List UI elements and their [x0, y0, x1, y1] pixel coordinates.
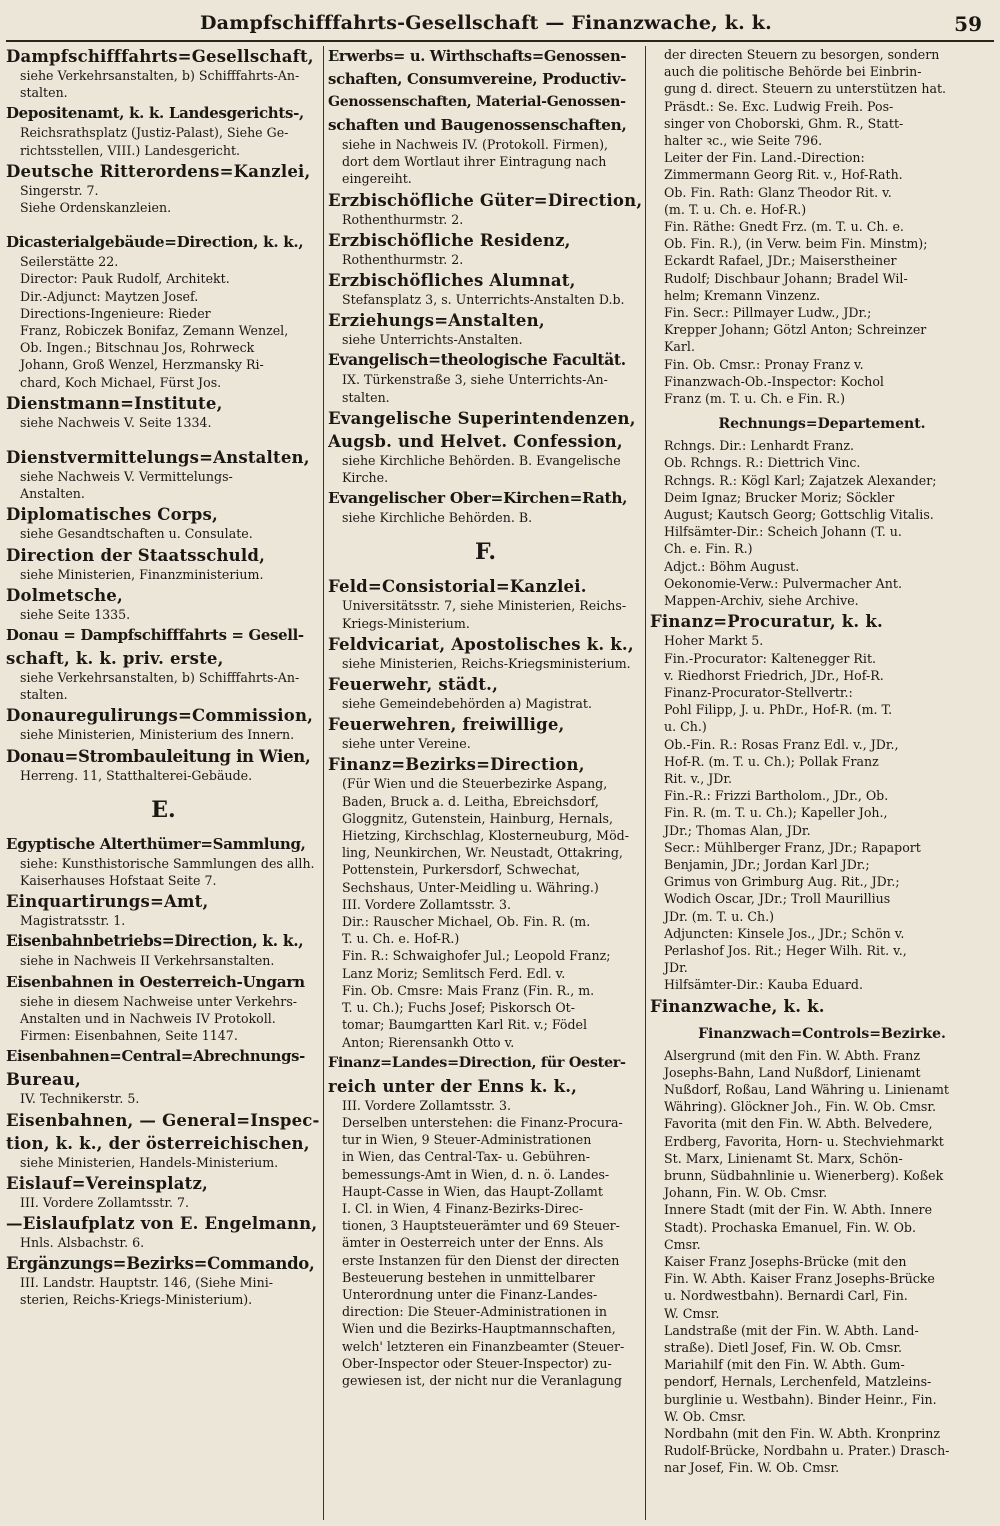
entry-heading: Donauregulirungs=Commission, [6, 706, 314, 726]
entry-line: (Für Wien und die Steuerbezirke Aspang, [342, 776, 608, 792]
directory-entry [328, 310, 643, 348]
entry-line: Fin. Räthe: Gnedt Frz. (m. T. u. Ch. e. [664, 219, 904, 235]
entry-line: Johann, Groß Wenzel, Herzmansky Ri- [20, 357, 264, 373]
entry-line: Sechshaus, Unter-Meidling u. Währing.) [342, 879, 599, 895]
entry-line: IV. Technikerstr. 5. [20, 1091, 140, 1107]
entry-heading: Erwerbs= u. Wirthschafts=Genossen- [328, 48, 627, 65]
directory-entry [6, 648, 321, 703]
entry-line: Gloggnitz, Gutenstein, Hainburg, Hernals, [342, 810, 614, 826]
entry-heading: Finanzwache, k. k. [650, 996, 825, 1016]
entry-heading: schaften, Consumvereine, Productiv- [328, 70, 627, 88]
directory-entry [328, 46, 643, 67]
entry-line: v. Riedhorst Friedrich, JDr., Hof-R. [664, 667, 884, 683]
entry-line: siehe Nachweis V. Seite 1334. [20, 414, 212, 430]
entry-line: siehe in Nachweis IV. (Protokoll. Firmen), [342, 137, 609, 152]
entry-line: Franz, Robiczek Bonifaz, Zemann Wenzel, [20, 323, 289, 339]
entry-line: tomar; Baumgartten Karl Rit. v.; Födel [342, 1017, 588, 1033]
directory-entry [328, 634, 643, 672]
directory-entry [6, 161, 321, 216]
entry-heading: Finanz=Procuratur, k. k. [650, 612, 883, 632]
entry-line: der directen Steuern zu besorgen, sondern [664, 47, 940, 62]
entry-line: Hof-R. (m. T. u. Ch.); Pollak Franz [664, 753, 879, 769]
entry-heading: Direction der Staatsschuld, [6, 545, 266, 565]
spacer [6, 218, 321, 232]
entry-heading: reich unter der Enns k. k., [328, 1076, 578, 1096]
entry-line: auch die politische Behörde bei Einbrin- [664, 64, 922, 80]
entry-line: Pohl Filipp, J. u. PhDr., Hof-R. (m. T. [664, 702, 893, 718]
entry-heading: Genossenschaften, Material-Genossen- [328, 94, 626, 110]
entry-line: Eckardt Rafael, JDr.; Maiserstheiner [664, 253, 897, 269]
entry-line: Benjamin, JDr.; Jordan Karl JDr.; [664, 856, 870, 872]
running-header [0, 6, 1000, 40]
entry-line: Universitätsstr. 7, siehe Ministerien, Reichs- [342, 598, 627, 614]
directory-entry [6, 585, 321, 623]
column-left [6, 46, 321, 1311]
entry-line: Kirche. [342, 470, 389, 486]
column-right [650, 46, 994, 1479]
entry-line: eingereiht. [342, 171, 412, 187]
directory-entry [6, 46, 321, 101]
entry-heading: Dienstvermittelungs=Anstalten, [6, 448, 310, 468]
entry-line: Fin.-Procurator: Kaltenegger Rit. [664, 650, 877, 666]
entry-line: Besteuerung bestehen in unmittelbarer [342, 1269, 595, 1285]
directory-entry [6, 625, 321, 646]
entry-line: Ch. e. Fin. R.) [664, 541, 753, 557]
entry-line: Herreng. 11, Statthalterei-Gebäude. [20, 767, 253, 783]
entry-heading: Evangelischer Ober=Kirchen=Rath, [328, 489, 628, 508]
entry-line: halter ꝛc., wie Seite 796. [664, 133, 823, 149]
entry-line: siehe Gesandtschaften u. Consulate. [20, 526, 253, 542]
entry-line: III. Vordere Zollamtsstr. 3. [342, 896, 512, 912]
entry-line: T. u. Ch.); Fuchs Josef; Piskorsch Ot- [342, 1000, 575, 1016]
entry-heading: Feuerwehren, freiwillige, [328, 715, 565, 735]
entry-line: Hilfsämter-Dir.: Scheich Johann (T. u. [664, 524, 902, 540]
entry-line: (m. T. u. Ch. e. Hof-R.) [664, 201, 807, 217]
entry-heading: Augsb. und Helvet. Confession, [328, 431, 623, 451]
entry-line: Innere Stadt (mit der Fin. W. Abth. Innere [664, 1202, 933, 1218]
entry-line: Fin. R.: Schwaighofer Jul.; Leopold Franz; [342, 948, 611, 964]
entry-line: siehe Kirchliche Behörden. B. Evangelische [342, 452, 621, 468]
entry-heading: Bureau, [6, 1070, 81, 1090]
entry-line: Wien und die Bezirks-Hauptmannschaften, [342, 1321, 616, 1337]
entry-line: straße). Dietl Josef, Fin. W. Ob. Cmsr. [664, 1340, 902, 1356]
entry-line: JDr. [664, 960, 688, 976]
entry-line: Fin. R. (m. T. u. Ch.); Kapeller Joh., [664, 805, 888, 821]
entry-heading: tion, k. k., der österreichischen, [6, 1133, 310, 1153]
entry-line: tionen, 3 Hauptsteuerämter und 69 Steuer- [342, 1218, 620, 1234]
entry-line: tur in Wien, 9 Steuer-Administrationen [342, 1132, 592, 1148]
entry-line: singer von Choborski, Ghm. R., Statt- [664, 115, 904, 131]
entry-line: Secr.: Mühlberger Franz, JDr.; Rapaport [664, 839, 921, 855]
entry-heading: Dienstmann=Institute, [6, 393, 223, 413]
entry-heading: Dolmetsche, [6, 585, 123, 605]
entry-line: stalten. [20, 687, 68, 703]
directory-entry [6, 834, 321, 889]
entry-line: III. Landstr. Hauptstr. 146, (Siehe Mini- [20, 1275, 273, 1291]
directory-entry [328, 69, 643, 90]
entry-heading: schaften und Baugenossenschaften, [328, 116, 627, 134]
entry-line: Dir.: Rauscher Michael, Ob. Fin. R. (m. [342, 914, 591, 930]
directory-entry [328, 230, 643, 268]
entry-line: Firmen: Eisenbahnen, Seite 1147. [20, 1028, 238, 1044]
entry-line: Kaiserhauses Hofstaat Seite 7. [20, 873, 217, 889]
entry-line: siehe Seite 1335. [20, 606, 131, 622]
entry-line: siehe Ministerien, Finanzministerium. [20, 566, 264, 582]
entry-line: siehe Verkehrsanstalten, b) Schifffahrts-An- [20, 670, 300, 686]
entry-line: siehe Nachweis V. Vermittelungs- [20, 469, 233, 485]
entry-line: Ob. Rchngs. R.: Diettrich Vinc. [664, 455, 861, 471]
entry-line: St. Marx, Linienamt St. Marx, Schön- [664, 1150, 903, 1166]
entry-line: welch' letzteren ein Finanzbeamter (Steuer- [342, 1338, 625, 1354]
entry-line: dort dem Wortlaut ihrer Eintragung nach [342, 154, 607, 170]
entry-line: Währing). Glöckner Joh., Fin. W. Ob. Cmsr. [664, 1099, 937, 1115]
entry-line: siehe Verkehrsanstalten, b) Schifffahrts-An- [20, 68, 300, 83]
entry-heading: —Eislaufplatz von E. Engelmann, [6, 1213, 318, 1233]
directory-entry [6, 972, 321, 1045]
running-title: Dampfschifffahrts-Gesellschaft — Finanzwache, k. k. [200, 12, 772, 34]
entry-line: Dir.-Adjunct: Maytzen Josef. [20, 288, 199, 304]
entry-line: Rchngs. Dir.: Lenhardt Franz. [664, 438, 855, 454]
directory-entry [650, 611, 994, 993]
entry-line: burglinie u. Westbahn). Binder Heinr., Fin. [664, 1391, 937, 1407]
entry-line: JDr. (m. T. u. Ch.) [664, 908, 774, 924]
entry-line: Hietzing, Kirchschlag, Klosterneuburg, Möd- [342, 828, 629, 844]
entry-line: Ob. Fin. Rath: Glanz Theodor Rit. v. [664, 184, 892, 200]
entry-heading: Diplomatisches Corps, [6, 505, 218, 525]
entry-line: III. Vordere Zollamtsstr. 7. [20, 1194, 190, 1210]
directory-entry [6, 1173, 321, 1211]
entry-line: siehe unter Vereine. [342, 736, 471, 752]
header-rule [6, 40, 994, 42]
entry-line: Nordbahn (mit den Fin. W. Abth. Kronprinz [664, 1426, 940, 1442]
entry-line: Oekonomie-Verw.: Pulvermacher Ant. [664, 575, 902, 591]
entry-heading: Eisenbahnen, — General=Inspec- [6, 1110, 320, 1130]
entry-line: W. Ob. Cmsr. [664, 1408, 746, 1424]
entry-line: JDr.; Thomas Alan, JDr. [664, 822, 811, 838]
entry-heading: Eislauf=Vereinsplatz, [6, 1173, 208, 1193]
entry-line: Adjct.: Böhm August. [664, 558, 800, 574]
entry-heading: Erziehungs=Anstalten, [328, 311, 545, 331]
entry-heading: Erzbischöfliches Alumnat, [328, 271, 576, 291]
entry-line: Alsergrund (mit den Fin. W. Abth. Franz [664, 1047, 920, 1063]
entry-line: Derselben unterstehen: die Finanz-Procura- [342, 1114, 623, 1130]
entry-line: Baden, Bruck a. d. Leitha, Ebreichsdorf, [342, 793, 599, 809]
entry-heading: Finanz=Bezirks=Direction, [328, 755, 585, 775]
entry-line: Seilerstätte 22. [20, 254, 119, 270]
entry-line: Unterordnung unter die Finanz-Landes- [342, 1286, 598, 1302]
entry-line: in Wien, das Central-Tax- u. Gebühren- [342, 1149, 590, 1165]
directory-entry [6, 393, 321, 431]
directory-entry [328, 408, 643, 429]
entry-line: Nußdorf, Roßau, Land Währing u. Linienamt [664, 1081, 949, 1097]
entry-line: chard, Koch Michael, Fürst Jos. [20, 374, 222, 390]
entry-line: Rudolf; Dischbaur Johann; Bradel Wil- [664, 270, 908, 286]
entry-line: Rothenthurmstr. 2. [342, 211, 464, 227]
column-divider-right [645, 46, 646, 1520]
entry-line: stalten. [20, 85, 68, 101]
directory-entry [6, 1133, 321, 1171]
entry-line: Ober-Inspector oder Steuer-Inspector) zu- [342, 1355, 612, 1371]
directory-entry [328, 1076, 643, 1389]
entry-heading: Evangelische Superintendenzen, [328, 408, 636, 428]
page-number: 59 [954, 12, 982, 36]
directory-entry [6, 232, 321, 391]
entry-heading: Deutsche Ritterordens=Kanzlei, [6, 161, 311, 181]
directory-entry [6, 447, 321, 502]
entry-line: helm; Kremann Vinzenz. [664, 287, 821, 303]
entry-line: Kriegs-Ministerium. [342, 615, 470, 631]
entry-line: Mariahilf (mit den Fin. W. Abth. Gum- [664, 1357, 905, 1373]
entry-line: Rudolf-Brücke, Nordbahn u. Prater.) Drasch- [664, 1443, 950, 1459]
entry-line: siehe Kirchliche Behörden. B. [342, 510, 533, 526]
directory-entry [6, 1046, 321, 1067]
entry-line: Stadt). Prochaska Emanuel, Fin. W. Ob. [664, 1219, 916, 1235]
entry-line: Zimmermann Georg Rit. v., Hof-Rath. [664, 167, 903, 183]
entry-line: Josephs-Bahn, Land Nußdorf, Linienamt [664, 1064, 921, 1080]
entry-heading: Eisenbahnen=Central=Abrechnungs- [6, 1048, 305, 1066]
entry-heading: Eisenbahnen in Oesterreich-Ungarn [6, 972, 305, 991]
entry-line: Singerstr. 7. [20, 182, 99, 198]
directory-entry [650, 437, 994, 609]
entry-line: Haupt-Casse in Wien, das Haupt-Zollamt [342, 1183, 603, 1199]
entry-line: Hnls. Alsbachstr. 6. [20, 1234, 145, 1250]
directory-entry [328, 488, 643, 526]
entry-line: Hoher Markt 5. [664, 633, 764, 649]
column-divider-left [323, 46, 324, 1520]
directory-entry [328, 350, 643, 405]
entry-line: Grimus von Grimburg Aug. Rit., JDr.; [664, 874, 900, 890]
directory-entry [328, 190, 643, 228]
entry-line: Perlashof Jos. Rit.; Heger Wilh. Rit. v., [664, 942, 907, 958]
entry-line: Finanzwach-Ob.-Inspector: Kochol [664, 373, 884, 389]
entry-line: siehe in diesem Nachweise unter Verkehrs- [20, 993, 298, 1009]
entry-line: Finanz-Procurator-Stellvertr.: [664, 684, 853, 700]
entry-line: Anstalten und in Nachweis IV Protokoll. [20, 1010, 276, 1026]
entry-heading: Erzbischöfliche Residenz, [328, 230, 571, 250]
directory-entry [6, 746, 321, 784]
entry-line: Rit. v., JDr. [664, 770, 732, 786]
entry-line: III. Vordere Zollamtsstr. 3. [342, 1097, 512, 1113]
directory-entry [650, 46, 994, 407]
directory-entry [6, 931, 321, 969]
entry-line: Ob. Ingen.; Bitschnau Jos, Rohrweck [20, 340, 255, 356]
entry-line: siehe: Kunsthistorische Sammlungen des allh. [20, 855, 315, 871]
entry-heading: Depositenamt, k. k. Landesgerichts-, [6, 104, 304, 123]
directory-entry [328, 576, 643, 631]
entry-heading: Evangelisch=theologische Facultät. [328, 351, 626, 370]
entry-heading: Dampfschifffahrts=Gesellschaft, [6, 47, 314, 66]
entry-line: Fin. Ob. Cmsre: Mais Franz (Fin. R., m. [342, 982, 595, 998]
entry-heading: Dicasterialgebäude=Direction, k. k., [6, 233, 304, 252]
entry-line: ämter in Oesterreich unter der Enns. Als [342, 1235, 604, 1251]
entry-heading: Ergänzungs=Bezirks=Commando, [6, 1254, 315, 1274]
entry-line: Adjuncten: Kinsele Jos., JDr.; Schön v. [664, 925, 905, 941]
entry-line: Franz (m. T. u. Ch. e Fin. R.) [664, 391, 846, 407]
entry-line: Landstraße (mit der Fin. W. Abth. Land- [664, 1322, 919, 1338]
entry-line: IX. Türkenstraße 3, siehe Unterrichts-An- [342, 372, 608, 388]
entry-line: W. Cmsr. [664, 1305, 720, 1321]
entry-line: Rchngs. R.: Kögl Karl; Zajatzek Alexander; [664, 472, 937, 488]
entry-heading: Finanz=Landes=Direction, für Oester- [328, 1054, 626, 1071]
entry-line: siehe Unterrichts-Anstalten. [342, 332, 523, 348]
directory-entry [328, 270, 643, 308]
directory-entry [6, 891, 321, 929]
entry-line: richtsstellen, VIII.) Landesgericht. [20, 142, 241, 158]
entry-line: brunn, Südbahnlinie u. Wienerberg). Koßek [664, 1167, 944, 1183]
entry-line: Stefansplatz 3, s. Unterrichts-Anstalten D.b. [342, 292, 625, 308]
entry-line: pendorf, Hernals, Lerchenfeld, Matzleins- [664, 1374, 932, 1390]
entry-heading: Feld=Consistorial=Kanzlei. [328, 577, 587, 597]
entry-line: Wodich Oscar, JDr.; Troll Maurillius [664, 891, 891, 907]
entry-line: Fin. W. Abth. Kaiser Franz Josephs-Brücke [664, 1271, 935, 1287]
entry-line: T. u. Ch. e. Hof-R.) [342, 931, 460, 947]
section-letter: F. [474, 539, 497, 566]
section-subheading: Finanzwach=Controls=Bezirke. [698, 1025, 946, 1042]
directory-entry [6, 705, 321, 743]
entry-line: gewiesen ist, der nicht nur die Veranlagung [342, 1372, 622, 1388]
entry-line: Ob. Fin. R.), (in Verw. beim Fin. Minstm); [664, 236, 928, 252]
directory-entry [6, 103, 321, 158]
entry-line: Favorita (mit den Fin. W. Abth. Belvedere, [664, 1116, 933, 1132]
entry-line: Kaiser Franz Josephs-Brücke (mit den [664, 1254, 907, 1269]
entry-line: gung d. direct. Steuern zu unterstützen hat. [664, 81, 947, 97]
entry-line: Karl. [664, 339, 695, 355]
entry-line: Krepper Johann; Götzl Anton; Schreinzer [664, 322, 927, 338]
entry-line: Fin.-R.: Frizzi Bartholom., JDr., Ob. [664, 788, 889, 804]
entry-line: Lanz Moriz; Semlitsch Ferd. Edl. v. [342, 965, 566, 981]
entry-line: u. Nordwestbahn). Bernardi Carl, Fin. [664, 1288, 908, 1304]
entry-line: Anton; Rierensankh Otto v. [342, 1034, 515, 1050]
entry-line: bemessungs-Amt in Wien, d. n. ö. Landes- [342, 1166, 610, 1182]
entry-heading: Erzbischöfliche Güter=Direction, [328, 190, 643, 210]
directory-entry [328, 431, 643, 486]
entry-line: sterien, Reichs-Kriegs-Ministerium). [20, 1292, 253, 1308]
column-middle [328, 46, 643, 1391]
entry-line: stalten. [342, 389, 390, 405]
entry-line: siehe Ministerien, Reichs-Kriegsministerium. [342, 655, 631, 671]
directory-entry [328, 1053, 643, 1074]
entry-line: siehe in Nachweis II Verkehrsanstalten. [20, 953, 275, 969]
section-subheading: Rechnungs=Departement. [718, 416, 926, 433]
entry-line: ling, Neunkirchen, Wr. Neustadt, Ottakring, [342, 845, 623, 861]
entry-line: Siehe Ordenskanzleien. [20, 200, 172, 216]
entry-line: Rothenthurmstr. 2. [342, 251, 464, 267]
spacer [6, 433, 321, 447]
entry-line: Mappen-Archiv, siehe Archive. [664, 593, 859, 609]
directory-entry [6, 545, 321, 583]
entry-line: Leiter der Fin. Land.-Direction: [664, 150, 865, 166]
directory-entry [650, 996, 994, 1017]
entry-line: u. Ch.) [664, 719, 707, 735]
entry-heading: Donau = Dampfschifffahrts = Gesell- [6, 626, 304, 645]
entry-line: Ob.-Fin. R.: Rosas Franz Edl. v., JDr., [664, 736, 899, 752]
entry-line: Cmsr. [664, 1236, 701, 1252]
entry-line: Fin. Secr.: Pillmayer Ludw., JDr.; [664, 305, 872, 321]
entry-line: siehe Ministerien, Handels-Ministerium. [20, 1154, 279, 1170]
directory-entry [6, 1069, 321, 1107]
entry-line: I. Cl. in Wien, 4 Finanz-Bezirks-Direc- [342, 1200, 584, 1216]
entry-line: Anstalten. [20, 486, 85, 502]
entry-line: erste Instanzen für den Dienst der directen [342, 1252, 620, 1268]
entry-line: Präsdt.: Se. Exc. Ludwig Freih. Pos- [664, 98, 894, 114]
entry-heading: Eisenbahnbetriebs=Direction, k. k., [6, 932, 304, 951]
directory-entry [6, 1110, 321, 1131]
directory-entry [6, 1213, 321, 1251]
entry-heading: Donau=Strombauleitung in Wien, [6, 746, 311, 766]
entry-line: Fin. Ob. Cmsr.: Pronay Franz v. [664, 356, 864, 372]
directory-entry [328, 754, 643, 1050]
directory-entry [328, 92, 643, 113]
entry-line: siehe Gemeindebehörden a) Magistrat. [342, 696, 592, 712]
entry-heading: Feuerwehr, städt., [328, 675, 499, 695]
entry-heading: Feldvicariat, Apostolisches k. k., [328, 634, 634, 654]
entry-heading: Einquartirungs=Amt, [6, 892, 209, 912]
directory-entry [6, 504, 321, 542]
entry-line: Erdberg, Favorita, Horn- u. Stechviehmarkt [664, 1133, 944, 1149]
section-letter: E. [151, 796, 176, 823]
entry-line: siehe Ministerien, Ministerium des Innern. [20, 727, 295, 743]
entry-line: Pottenstein, Purkersdorf, Schwechat, [342, 862, 581, 878]
entry-line: Reichsrathsplatz (Justiz-Palast), Siehe Ge- [20, 125, 289, 141]
entry-line: Directions-Ingenieure: Rieder [20, 305, 211, 321]
entry-line: nar Josef, Fin. W. Ob. Cmsr. [664, 1460, 840, 1476]
directory-entry [328, 115, 643, 188]
entry-line: direction: Die Steuer-Administrationen in [342, 1304, 608, 1320]
entry-line: Hilfsämter-Dir.: Kauba Eduard. [664, 977, 863, 993]
entry-line: Deim Ignaz; Brucker Moriz; Söckler [664, 489, 895, 505]
entry-line: Johann, Fin. W. Ob. Cmsr. [664, 1185, 828, 1201]
directory-entry [6, 1253, 321, 1308]
entry-heading: Egyptische Alterthümer=Sammlung, [6, 834, 306, 853]
directory-entry [650, 1047, 994, 1477]
entry-line: Magistratsstr. 1. [20, 913, 126, 929]
entry-heading: schaft, k. k. priv. erste, [6, 649, 224, 669]
directory-entry [328, 674, 643, 712]
directory-entry [328, 714, 643, 752]
entry-line: Director: Pauk Rudolf, Architekt. [20, 271, 230, 287]
entry-line: August; Kautsch Georg; Gottschlig Vitalis. [664, 507, 934, 523]
